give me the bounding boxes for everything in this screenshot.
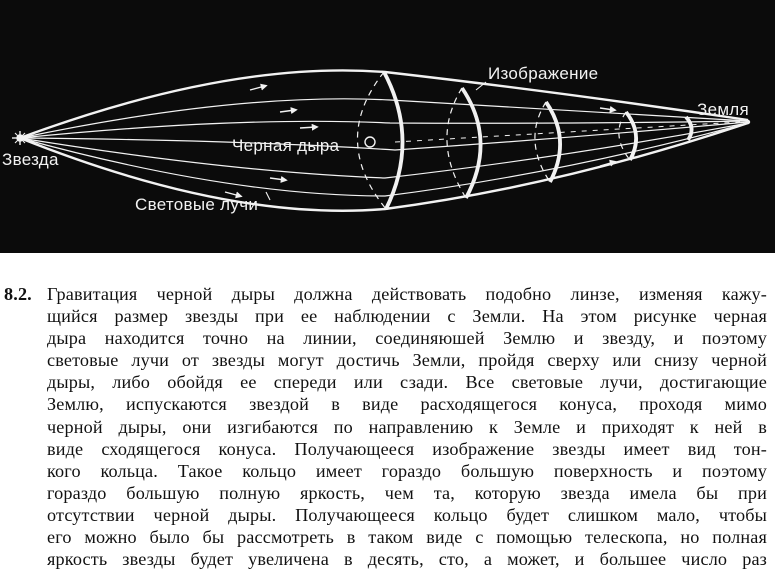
- caption-line: световые лучи от звезды могут достичь Земли, пройдя сверху или снизу черной: [47, 350, 767, 371]
- ring-arc: [686, 117, 692, 140]
- caption-text: [47, 283, 767, 570]
- image-rings: [384, 72, 692, 209]
- caption-line: черной дыры, они изгибаются по направлению к Земле и приходят к ней в: [47, 416, 767, 437]
- ray-arrow: [280, 110, 295, 112]
- earth-icon: [746, 120, 750, 124]
- star-icon: [12, 131, 28, 145]
- caption-line: его можно было бы рассмотреть в таком виде с помощью телескопа, но полная: [47, 527, 767, 548]
- ray-arrow: [270, 178, 285, 180]
- caption-line: щийся размер звезды при ее наблюдении с Земли. На этом рисунке черная: [47, 306, 767, 327]
- star-label: Звезда: [2, 150, 59, 169]
- caption-line: дыра находится точно на линии, соединяюшей Землю и звезду, и поэтому: [47, 328, 767, 349]
- black-hole-label: Черная дыра: [232, 136, 340, 155]
- caption-line: отсутствии черной дыры. Получающееся кольцо будет слишком мало, чтобы: [47, 504, 767, 525]
- ring-back-halves: [357, 72, 630, 209]
- caption-line: Гравитация черной дыры должна действовать подобно линзе, изменяя кажу-: [47, 284, 767, 304]
- ray-arrow: [300, 127, 316, 128]
- caption-line: виде сходящегося конуса. Получающееся изображение звезды имеет вид тон-: [47, 438, 767, 459]
- light-rays: [20, 99, 748, 196]
- caption-number: 8.2.: [4, 284, 32, 304]
- caption-line: Землю, испускаются звездой в виде расходящегося конуса, проходя мимо: [47, 394, 767, 415]
- caption-line: дыры, либо обойдя ее спереди или сзади. Все световые лучи, достигающие: [47, 372, 767, 393]
- ray-arrow: [600, 108, 614, 110]
- rays-label: Световые лучи: [135, 195, 259, 214]
- lensing-figure: [0, 0, 775, 253]
- rays-leader: [266, 192, 270, 200]
- earth-label: Земля: [697, 100, 750, 119]
- lensing-diagram: [0, 0, 775, 253]
- ring-arc: [384, 72, 403, 209]
- cone-outline: [20, 70, 748, 210]
- caption-line: яркость звезды будет увеличена в десять, сто, а может, и большее число раз: [47, 549, 767, 570]
- light-ray: [20, 122, 748, 150]
- caption-line: кого кольца. Такое кольцо имеет гораздо большую поверхность и поэтому: [47, 460, 767, 481]
- black-hole-icon: [365, 137, 375, 147]
- image-label: Изображение: [488, 64, 599, 83]
- light-ray: [20, 121, 748, 138]
- caption-line: гораздо большую полную яркость, чем та, которую звезда имела бы при: [47, 482, 767, 503]
- ray-arrow: [250, 86, 265, 90]
- light-ray: [20, 123, 748, 196]
